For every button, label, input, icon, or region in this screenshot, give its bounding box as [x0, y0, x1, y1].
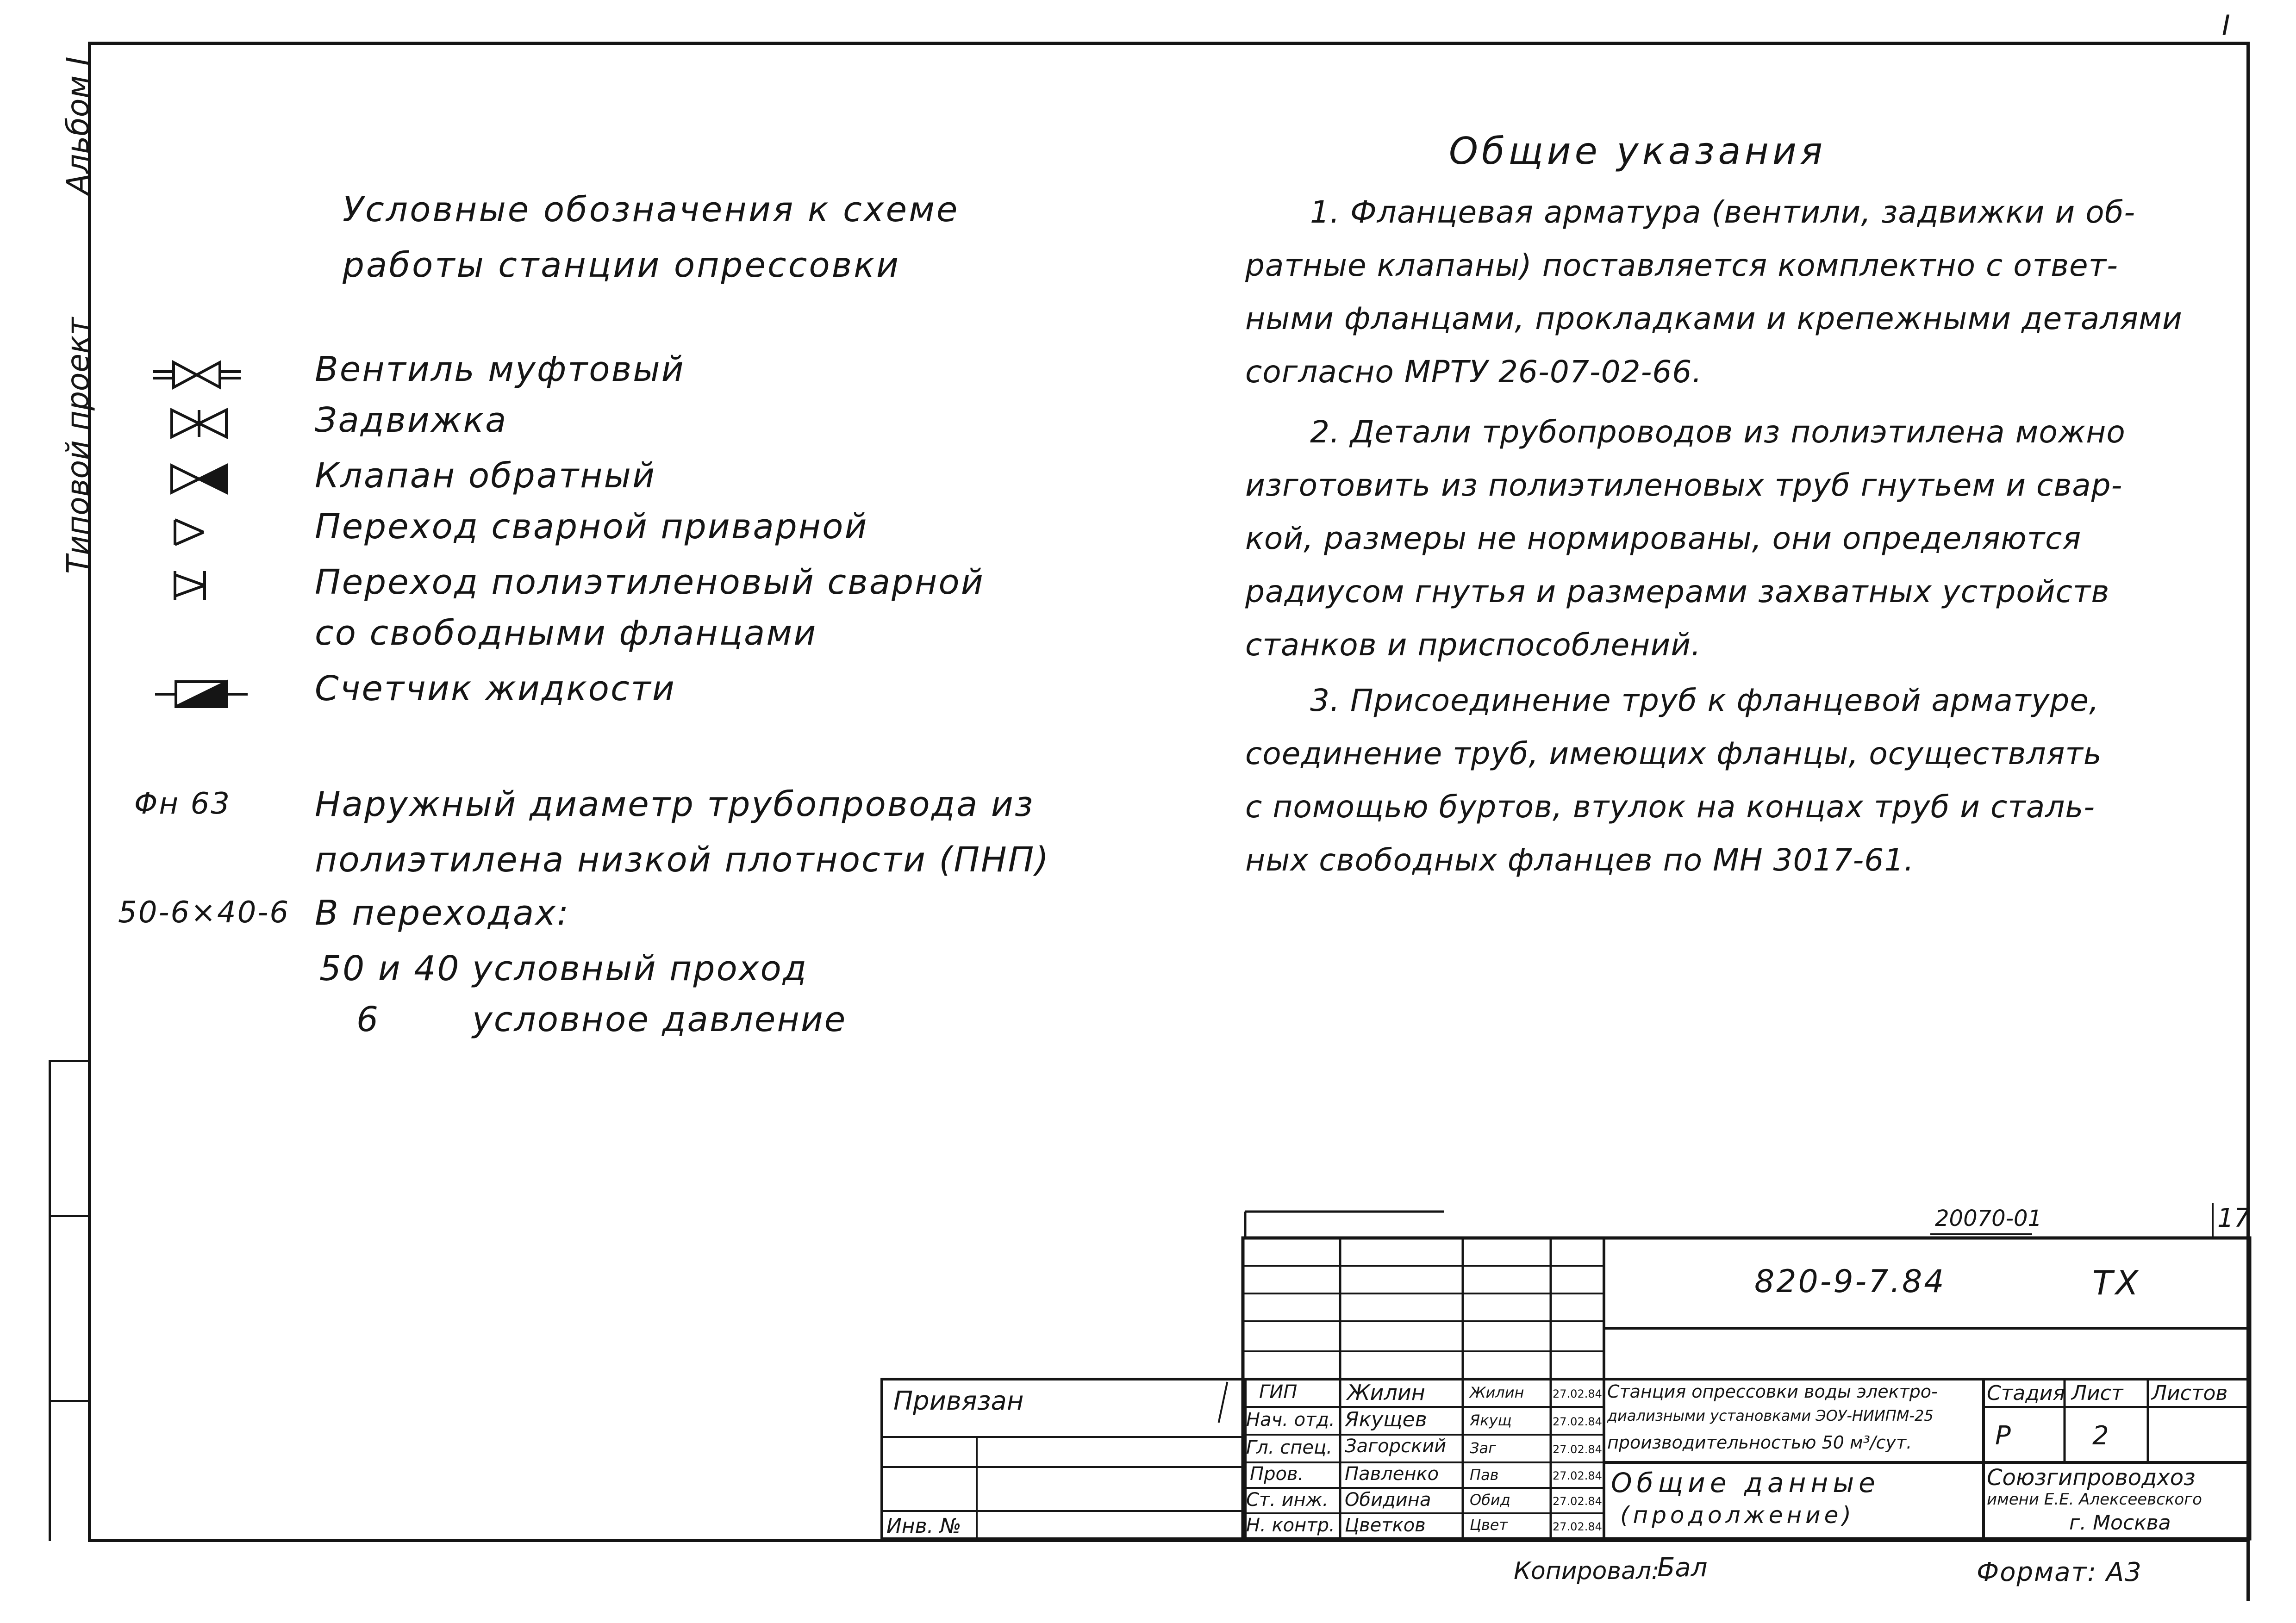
- note-line-12: с помощью буртов, втулок на концах труб и сталь-: [1245, 789, 2096, 825]
- date-4: 27.02.84: [1553, 1469, 1602, 1482]
- name-obidina: Обидина: [1345, 1489, 1431, 1511]
- corner-mark: I: [2222, 9, 2230, 42]
- role-st-inzh: Ст. инж.: [1246, 1489, 1329, 1511]
- role-nach-otd: Нач. отд.: [1246, 1409, 1335, 1430]
- privyazan-label: Привязан: [893, 1386, 1024, 1416]
- name-tsvetkov: Цветков: [1345, 1515, 1426, 1536]
- note-line-3: ными фланцами, прокладками и крепежными деталями: [1245, 301, 2183, 336]
- transition-line2-code: 6: [356, 1000, 380, 1039]
- note-line-1: 1. Фланцевая арматура (вентили, задвижки и об-: [1310, 194, 2136, 230]
- format-label: Формат: А3: [1977, 1557, 2142, 1587]
- legend-item-6: со свободными фланцами: [315, 613, 817, 653]
- stage-label: Стадия: [1987, 1381, 2065, 1405]
- sheet-title-line2: (продолжение): [1620, 1502, 1855, 1529]
- role-gl-spec: Гл. спец.: [1246, 1437, 1332, 1458]
- copied-label: Копировал:: [1514, 1557, 1660, 1585]
- drawing-code: 820-9-7.84: [1754, 1263, 1946, 1300]
- note-line-4: согласно МРТУ 26-07-02-66.: [1245, 354, 1703, 390]
- signature-6: Цвет: [1470, 1516, 1508, 1534]
- legend-item-4: Переход сварной приварной: [315, 507, 868, 547]
- signature-2: Якущ: [1470, 1412, 1512, 1429]
- role-gip: ГИП: [1259, 1381, 1298, 1403]
- legend-item-7: Счетчик жидкости: [315, 669, 676, 709]
- signature-3: Заг: [1470, 1439, 1496, 1457]
- note-line-6: изготовить из полиэтиленовых труб гнутьем и свар-: [1245, 467, 2123, 503]
- date-3: 27.02.84: [1553, 1443, 1602, 1456]
- role-n-kontr: Н. контр.: [1246, 1515, 1335, 1536]
- sheet-title-line1: Общие данные: [1611, 1467, 1880, 1499]
- role-prov: Пров.: [1250, 1463, 1304, 1485]
- legend-item-2: Задвижка: [315, 400, 508, 440]
- note-line-8: радиусом гнутья и размерами захватных устройств: [1245, 574, 2110, 609]
- note-line-9: станков и приспособлений.: [1245, 627, 1702, 663]
- legend-title-line2: работы станции опрессовки: [343, 245, 901, 285]
- sheet-value: 2: [2092, 1421, 2109, 1451]
- transition-line1-code: 50 и 40: [319, 949, 461, 989]
- organization-line1: Союзгипроводхоз: [1987, 1465, 2196, 1491]
- sheet-label: Лист: [2071, 1381, 2123, 1405]
- notes-title: Общие указания: [1449, 130, 1826, 173]
- organization-line3: г. Москва: [2069, 1511, 2171, 1535]
- copied-signature: Бал: [1657, 1553, 1708, 1583]
- transition-label: В переходах:: [315, 893, 570, 933]
- project-title-line1: Станция опрессовки воды электро-: [1607, 1381, 1938, 1402]
- name-zhilin: Жилин: [1347, 1380, 1425, 1405]
- project-title-line3: производительностью 50 м³/сут.: [1607, 1432, 1912, 1453]
- side-label-album: Альбом I: [60, 56, 96, 194]
- name-pavlenko: Павленко: [1345, 1463, 1439, 1485]
- transition-line2-text: условное давление: [472, 1000, 847, 1039]
- transition-code: 50-6×40-6: [118, 895, 290, 930]
- sheets-label: Листов: [2152, 1381, 2228, 1405]
- transition-line1-text: условный проход: [472, 949, 808, 989]
- section-code: ТХ: [2092, 1263, 2141, 1302]
- diameter-text-1: Наружный диаметр трубопровода из: [315, 784, 1035, 824]
- note-line-13: ных свободных фланцев по МН 3017-61.: [1245, 842, 1915, 878]
- signature-4: Пав: [1470, 1466, 1499, 1484]
- date-2: 27.02.84: [1553, 1415, 1602, 1428]
- note-line-7: кой, размеры не нормированы, они определяются: [1245, 521, 2082, 556]
- date-5: 27.02.84: [1553, 1495, 1602, 1508]
- legend-item-3: Клапан обратный: [315, 456, 656, 496]
- archive-number: 20070-01: [1935, 1206, 2042, 1231]
- name-yakushchev: Якущев: [1345, 1408, 1427, 1431]
- diameter-code: Φн 63: [134, 787, 231, 821]
- legend-item-5: Переход полиэтиленовый сварной: [315, 562, 985, 602]
- date-6: 27.02.84: [1553, 1520, 1602, 1533]
- legend-item-1: Вентиль муфтовый: [315, 349, 685, 389]
- organization-line2: имени Е.Е. Алексеевского: [1987, 1490, 2202, 1509]
- signature-1: Жилин: [1470, 1384, 1524, 1401]
- legend-title-line1: Условные обозначения к схеме: [343, 190, 960, 230]
- inv-label: Инв. №: [886, 1514, 961, 1538]
- date-1: 27.02.84: [1553, 1387, 1602, 1400]
- sheet-corner-number: 17: [2217, 1203, 2251, 1233]
- note-line-10: 3. Присоединение труб к фланцевой арматуре,: [1310, 683, 2099, 718]
- stage-value: Р: [1995, 1421, 2011, 1451]
- side-label-project: Типовой проект: [60, 317, 96, 574]
- note-line-11: соединение труб, имеющих фланцы, осуществлять: [1245, 736, 2102, 771]
- name-zagorsky: Загорский: [1345, 1436, 1447, 1457]
- note-line-5: 2. Детали трубопроводов из полиэтилена можно: [1310, 414, 2126, 450]
- signature-5: Обид: [1470, 1491, 1510, 1509]
- project-title-line2: диализными установками ЭОУ-НИИПМ-25: [1607, 1407, 1934, 1424]
- diameter-text-2: полиэтилена низкой плотности (ПНП): [315, 840, 1050, 880]
- note-line-2: ратные клапаны) поставляется комплектно с ответ-: [1245, 248, 2118, 283]
